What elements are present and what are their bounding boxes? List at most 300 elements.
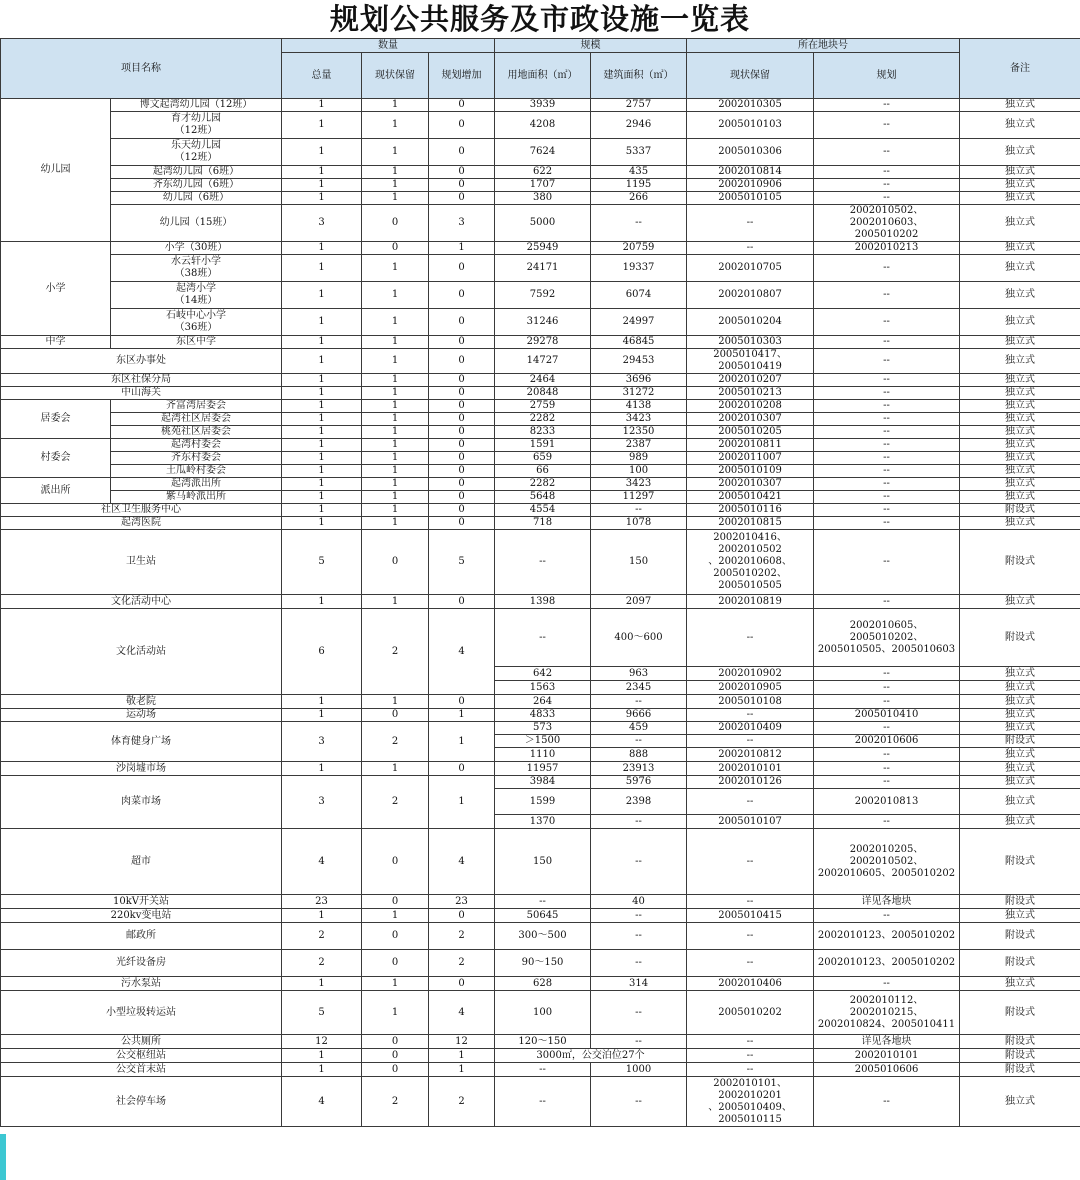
table-cell: --: [814, 465, 960, 478]
table-cell: 19337: [591, 255, 687, 282]
header-land-area: 用地面积（㎡）: [495, 53, 591, 99]
table-cell: 1195: [591, 179, 687, 192]
table-cell: --: [591, 909, 687, 923]
table-cell: 2282: [495, 413, 591, 426]
table-cell: 380: [495, 192, 591, 205]
table-cell: --: [814, 909, 960, 923]
table-cell: --: [814, 166, 960, 179]
table-row: [1, 1049, 1080, 1063]
table-cell: 23: [429, 895, 495, 909]
table-row: [1, 829, 1080, 895]
table-cell: 2002010705: [687, 255, 814, 282]
table-cell: 0: [429, 595, 495, 609]
table-cell: 1: [282, 439, 362, 452]
table-cell: 中学: [1, 336, 111, 349]
table-cell: 0: [362, 1063, 429, 1077]
table-cell: --: [814, 1077, 960, 1127]
table-cell: 独立式: [960, 762, 1080, 776]
table-cell: --: [687, 923, 814, 950]
table-cell: 1: [362, 400, 429, 413]
table-cell: 2002010905: [687, 681, 814, 695]
table-cell: 独立式: [960, 452, 1080, 465]
header-build-area: 建筑面积（㎡）: [591, 53, 687, 99]
table-row: [1, 895, 1080, 909]
table-cell: 642: [495, 667, 591, 681]
table-cell: 0: [429, 426, 495, 439]
table-cell: 独立式: [960, 977, 1080, 991]
table-cell: 公交枢纽站: [1, 1049, 282, 1063]
table-cell: 2002010101: [687, 762, 814, 776]
header-plot-current: 现状保留: [687, 53, 814, 99]
table-cell: 1: [362, 336, 429, 349]
table-cell: 2005010415: [687, 909, 814, 923]
table-cell: --: [814, 776, 960, 789]
table-cell: 1: [282, 336, 362, 349]
table-cell: 文化活动站: [1, 609, 282, 695]
table-row: [1, 709, 1080, 722]
table-cell: --: [591, 815, 687, 829]
table-cell: 0: [429, 387, 495, 400]
table-cell: 1: [429, 1063, 495, 1077]
table-cell: 20759: [591, 242, 687, 255]
table-cell: 派出所: [1, 478, 111, 504]
table-cell: 4208: [495, 112, 591, 139]
header-plan-add: 规划增加: [429, 53, 495, 99]
table-cell: 1: [362, 387, 429, 400]
table-cell: 独立式: [960, 387, 1080, 400]
table-row: [1, 909, 1080, 923]
table-cell: 1: [362, 695, 429, 709]
table-cell: 2: [429, 950, 495, 977]
table-cell: 20848: [495, 387, 591, 400]
table-cell: --: [814, 695, 960, 709]
table-cell: 1370: [495, 815, 591, 829]
table-cell: 888: [591, 748, 687, 762]
table-row: [1, 400, 1080, 413]
table-cell: --: [814, 667, 960, 681]
table-cell: 989: [591, 452, 687, 465]
table-cell: 314: [591, 977, 687, 991]
table-cell: 1: [282, 504, 362, 517]
table-cell: 0: [362, 1049, 429, 1063]
table-cell: 1: [362, 349, 429, 374]
table-cell: 独立式: [960, 179, 1080, 192]
table-cell: 独立式: [960, 709, 1080, 722]
decorative-side-bar: [0, 1134, 6, 1180]
table-cell: 小学: [1, 242, 111, 336]
table-cell: 0: [429, 192, 495, 205]
table-row: [1, 387, 1080, 400]
table-cell: 264: [495, 695, 591, 709]
table-cell: 独立式: [960, 439, 1080, 452]
table-cell: 3000㎡，公交泊位27个: [495, 1049, 687, 1063]
table-cell: 起湾小学 （14班）: [111, 282, 282, 309]
table-cell: 9666: [591, 709, 687, 722]
table-cell: 5976: [591, 776, 687, 789]
table-cell: 育才幼儿园 （12班）: [111, 112, 282, 139]
table-cell: 0: [429, 336, 495, 349]
table-cell: --: [814, 309, 960, 336]
table-cell: 2002010416、2002010502 、2002010608、 2005010202、2005010505: [687, 530, 814, 595]
table-cell: 独立式: [960, 722, 1080, 735]
table-cell: 0: [429, 439, 495, 452]
table-cell: 1: [282, 112, 362, 139]
table-row: [1, 517, 1080, 530]
table-cell: 4: [282, 1077, 362, 1127]
table-cell: 附设式: [960, 829, 1080, 895]
table-cell: 独立式: [960, 413, 1080, 426]
table-cell: --: [687, 789, 814, 815]
table-cell: --: [814, 517, 960, 530]
table-cell: 1: [362, 139, 429, 166]
table-cell: 附设式: [960, 895, 1080, 909]
table-cell: 150: [495, 829, 591, 895]
table-cell: 沙岗墟市场: [1, 762, 282, 776]
table-cell: 2002010812: [687, 748, 814, 762]
table-cell: 1: [282, 309, 362, 336]
table-row: [1, 465, 1080, 478]
table-row: [1, 255, 1080, 282]
table-cell: 2002010406: [687, 977, 814, 991]
table-cell: 详见各地块: [814, 1035, 960, 1049]
header-scale: 规模: [495, 39, 687, 53]
table-cell: --: [814, 722, 960, 735]
table-cell: 1: [282, 465, 362, 478]
table-cell: 独立式: [960, 336, 1080, 349]
table-row: [1, 349, 1080, 374]
table-cell: 1: [282, 491, 362, 504]
table-cell: 2005010116: [687, 504, 814, 517]
table-cell: 31272: [591, 387, 687, 400]
table-cell: --: [591, 735, 687, 748]
table-cell: 4: [429, 991, 495, 1035]
table-cell: 1: [282, 139, 362, 166]
table-cell: 0: [362, 950, 429, 977]
table-cell: 肉菜市场: [1, 776, 282, 829]
table-cell: 幼儿园（6班）: [111, 192, 282, 205]
table-cell: 2002010123、2005010202: [814, 923, 960, 950]
table-cell: 小学（30班）: [111, 242, 282, 255]
table-cell: 独立式: [960, 99, 1080, 112]
table-cell: 紫马岭派出所: [111, 491, 282, 504]
table-cell: 0: [362, 709, 429, 722]
table-cell: 6: [282, 609, 362, 695]
table-cell: 4554: [495, 504, 591, 517]
table-cell: 2002010811: [687, 439, 814, 452]
table-cell: --: [687, 829, 814, 895]
table-cell: 7624: [495, 139, 591, 166]
table-cell: 2005010108: [687, 695, 814, 709]
table-row: [1, 1035, 1080, 1049]
table-row: [1, 192, 1080, 205]
table-row: [1, 991, 1080, 1035]
table-cell: 0: [429, 374, 495, 387]
table-cell: 1: [362, 99, 429, 112]
table-cell: --: [814, 112, 960, 139]
table-cell: 963: [591, 667, 687, 681]
table-cell: 独立式: [960, 815, 1080, 829]
table-row: [1, 722, 1080, 735]
table-cell: 详见各地块: [814, 895, 960, 909]
table-cell: --: [591, 1077, 687, 1127]
table-cell: --: [814, 336, 960, 349]
table-cell: 土瓜岭村委会: [111, 465, 282, 478]
table-row: [1, 776, 1080, 789]
table-cell: 1: [429, 242, 495, 255]
table-cell: 24997: [591, 309, 687, 336]
table-cell: 718: [495, 517, 591, 530]
table-cell: 11957: [495, 762, 591, 776]
table-cell: 0: [429, 762, 495, 776]
table-cell: --: [687, 1035, 814, 1049]
table-cell: 0: [429, 504, 495, 517]
table-cell: 24171: [495, 255, 591, 282]
table-cell: 300～500: [495, 923, 591, 950]
table-cell: 2002010819: [687, 595, 814, 609]
table-cell: 5648: [495, 491, 591, 504]
table-cell: --: [814, 192, 960, 205]
table-cell: 1: [362, 762, 429, 776]
table-cell: 150: [591, 530, 687, 595]
table-cell: 起湾医院: [1, 517, 282, 530]
table-cell: 2002010126: [687, 776, 814, 789]
table-cell: 1: [282, 709, 362, 722]
table-cell: 起湾派出所: [111, 478, 282, 491]
table-cell: 东区社保分局: [1, 374, 282, 387]
table-cell: 5: [282, 991, 362, 1035]
table-row: [1, 439, 1080, 452]
table-cell: 14727: [495, 349, 591, 374]
table-cell: 10kV开关站: [1, 895, 282, 909]
table-cell: 0: [362, 205, 429, 242]
table-cell: 0: [429, 478, 495, 491]
table-cell: 2002010409: [687, 722, 814, 735]
table-cell: --: [687, 895, 814, 909]
table-cell: --: [814, 762, 960, 776]
table-cell: 敬老院: [1, 695, 282, 709]
table-cell: 1: [362, 478, 429, 491]
table-cell: 5: [429, 530, 495, 595]
table-cell: 29278: [495, 336, 591, 349]
table-cell: 1: [282, 349, 362, 374]
table-cell: 起湾社区居委会: [111, 413, 282, 426]
table-cell: 2002010814: [687, 166, 814, 179]
table-cell: 1: [282, 166, 362, 179]
table-cell: 1: [282, 909, 362, 923]
table-cell: 独立式: [960, 776, 1080, 789]
table-cell: 8233: [495, 426, 591, 439]
table-cell: 0: [429, 413, 495, 426]
table-cell: --: [687, 205, 814, 242]
table-cell: 公共厕所: [1, 1035, 282, 1049]
header-remark: 备注: [960, 39, 1080, 99]
table-cell: 2005010202: [687, 991, 814, 1035]
table-cell: 1: [362, 192, 429, 205]
table-row: [1, 205, 1080, 242]
table-cell: --: [814, 452, 960, 465]
table-cell: 2002010112、2002010215、 2002010824、2005010411: [814, 991, 960, 1035]
table-cell: 628: [495, 977, 591, 991]
table-cell: --: [591, 829, 687, 895]
table-cell: 0: [362, 923, 429, 950]
table-row: [1, 179, 1080, 192]
table-cell: 573: [495, 722, 591, 735]
table-cell: 4: [429, 829, 495, 895]
table-cell: 2005010204: [687, 309, 814, 336]
table-row: [1, 1077, 1080, 1127]
table-header: [1, 39, 1080, 99]
table-cell: --: [495, 895, 591, 909]
table-cell: 2398: [591, 789, 687, 815]
table-cell: 居委会: [1, 400, 111, 439]
table-cell: 1: [362, 465, 429, 478]
table-cell: --: [814, 400, 960, 413]
table-cell: 起湾幼儿园（6班）: [111, 166, 282, 179]
table-cell: 独立式: [960, 112, 1080, 139]
table-cell: 2005010105: [687, 192, 814, 205]
table-cell: --: [591, 950, 687, 977]
table-cell: 0: [362, 895, 429, 909]
table-cell: 1: [362, 112, 429, 139]
table-cell: 2002010307: [687, 413, 814, 426]
table-cell: 卫生站: [1, 530, 282, 595]
table-cell: 2: [362, 776, 429, 829]
table-row: [1, 309, 1080, 336]
table-cell: 2005010421: [687, 491, 814, 504]
table-cell: 独立式: [960, 242, 1080, 255]
table-cell: 1: [282, 762, 362, 776]
table-cell: 2005010103: [687, 112, 814, 139]
table-cell: --: [687, 242, 814, 255]
table-cell: 1: [282, 255, 362, 282]
table-cell: 0: [429, 99, 495, 112]
table-cell: 2005010303: [687, 336, 814, 349]
table-row: [1, 478, 1080, 491]
header-total: 总量: [282, 53, 362, 99]
table-cell: --: [591, 991, 687, 1035]
table-cell: 1: [362, 374, 429, 387]
table-cell: --: [687, 1063, 814, 1077]
table-cell: 0: [429, 112, 495, 139]
table-cell: 622: [495, 166, 591, 179]
table-cell: 公交首末站: [1, 1063, 282, 1077]
table-cell: 2002010101: [814, 1049, 960, 1063]
table-cell: 3423: [591, 478, 687, 491]
table-cell: 1: [429, 709, 495, 722]
table-cell: 0: [429, 517, 495, 530]
page-title: 规划公共服务及市政设施一览表: [329, 2, 750, 36]
table-cell: 博文起湾幼儿园（12班）: [111, 99, 282, 112]
table-cell: 附设式: [960, 504, 1080, 517]
table-cell: 1: [282, 179, 362, 192]
table-row: [1, 112, 1080, 139]
table-cell: 2757: [591, 99, 687, 112]
table-cell: 0: [429, 909, 495, 923]
table-cell: 1078: [591, 517, 687, 530]
table-cell: 1: [282, 192, 362, 205]
table-cell: 2: [429, 923, 495, 950]
table-cell: --: [814, 491, 960, 504]
table-cell: 120～150: [495, 1035, 591, 1049]
table-cell: 6074: [591, 282, 687, 309]
table-cell: 266: [591, 192, 687, 205]
table-cell: 2005010205: [687, 426, 814, 439]
table-cell: 2: [362, 722, 429, 762]
table-cell: 1: [282, 99, 362, 112]
table-cell: 独立式: [960, 205, 1080, 242]
facility-table: [0, 38, 1080, 1127]
table-cell: 0: [362, 242, 429, 255]
table-row: [1, 950, 1080, 977]
table-cell: ＞1500: [495, 735, 591, 748]
table-cell: --: [495, 609, 591, 667]
table-cell: 1: [282, 977, 362, 991]
table-cell: --: [814, 387, 960, 400]
table-cell: 2002010307: [687, 478, 814, 491]
table-cell: 附设式: [960, 991, 1080, 1035]
table-cell: 2002010815: [687, 517, 814, 530]
table-cell: 附设式: [960, 1035, 1080, 1049]
table-cell: 独立式: [960, 681, 1080, 695]
table-cell: 2002010605、2005010202、 2005010505、2005010603: [814, 609, 960, 667]
table-cell: 石岐中心小学 （36班）: [111, 309, 282, 336]
table-cell: --: [591, 923, 687, 950]
table-cell: 1563: [495, 681, 591, 695]
table-cell: 1: [362, 452, 429, 465]
table-cell: 幼儿园: [1, 99, 111, 242]
table-cell: 独立式: [960, 309, 1080, 336]
table-cell: 独立式: [960, 139, 1080, 166]
table-cell: 2002010207: [687, 374, 814, 387]
table-cell: 2002010101、2002010201 、2005010409、 2005010115: [687, 1077, 814, 1127]
table-cell: 2464: [495, 374, 591, 387]
table-cell: 独立式: [960, 282, 1080, 309]
table-cell: 0: [429, 977, 495, 991]
table-cell: 2282: [495, 478, 591, 491]
table-cell: 0: [362, 829, 429, 895]
table-cell: 社会停车场: [1, 1077, 282, 1127]
table-cell: --: [814, 815, 960, 829]
table-cell: 乐天幼儿园 （12班）: [111, 139, 282, 166]
table-cell: 1398: [495, 595, 591, 609]
table-cell: 1: [282, 517, 362, 530]
table-cell: 独立式: [960, 349, 1080, 374]
table-row: [1, 491, 1080, 504]
table-row: [1, 530, 1080, 595]
table-cell: --: [591, 504, 687, 517]
table-cell: 2345: [591, 681, 687, 695]
table-cell: 1: [362, 309, 429, 336]
table-cell: 1: [282, 1063, 362, 1077]
table-cell: 2: [282, 923, 362, 950]
table-cell: 2002010902: [687, 667, 814, 681]
table-cell: 1: [282, 387, 362, 400]
table-cell: 社区卫生服务中心: [1, 504, 282, 517]
table-row: [1, 595, 1080, 609]
table-row: [1, 426, 1080, 439]
table-cell: 2387: [591, 439, 687, 452]
table-row: [1, 336, 1080, 349]
table-cell: 400～600: [591, 609, 687, 667]
table-body: [1, 99, 1080, 1127]
table-cell: 附设式: [960, 950, 1080, 977]
table-cell: 3: [429, 205, 495, 242]
table-cell: 附设式: [960, 1049, 1080, 1063]
table-cell: 齐东幼儿园（6班）: [111, 179, 282, 192]
table-cell: 1599: [495, 789, 591, 815]
table-cell: 1: [362, 413, 429, 426]
table-cell: 0: [362, 530, 429, 595]
